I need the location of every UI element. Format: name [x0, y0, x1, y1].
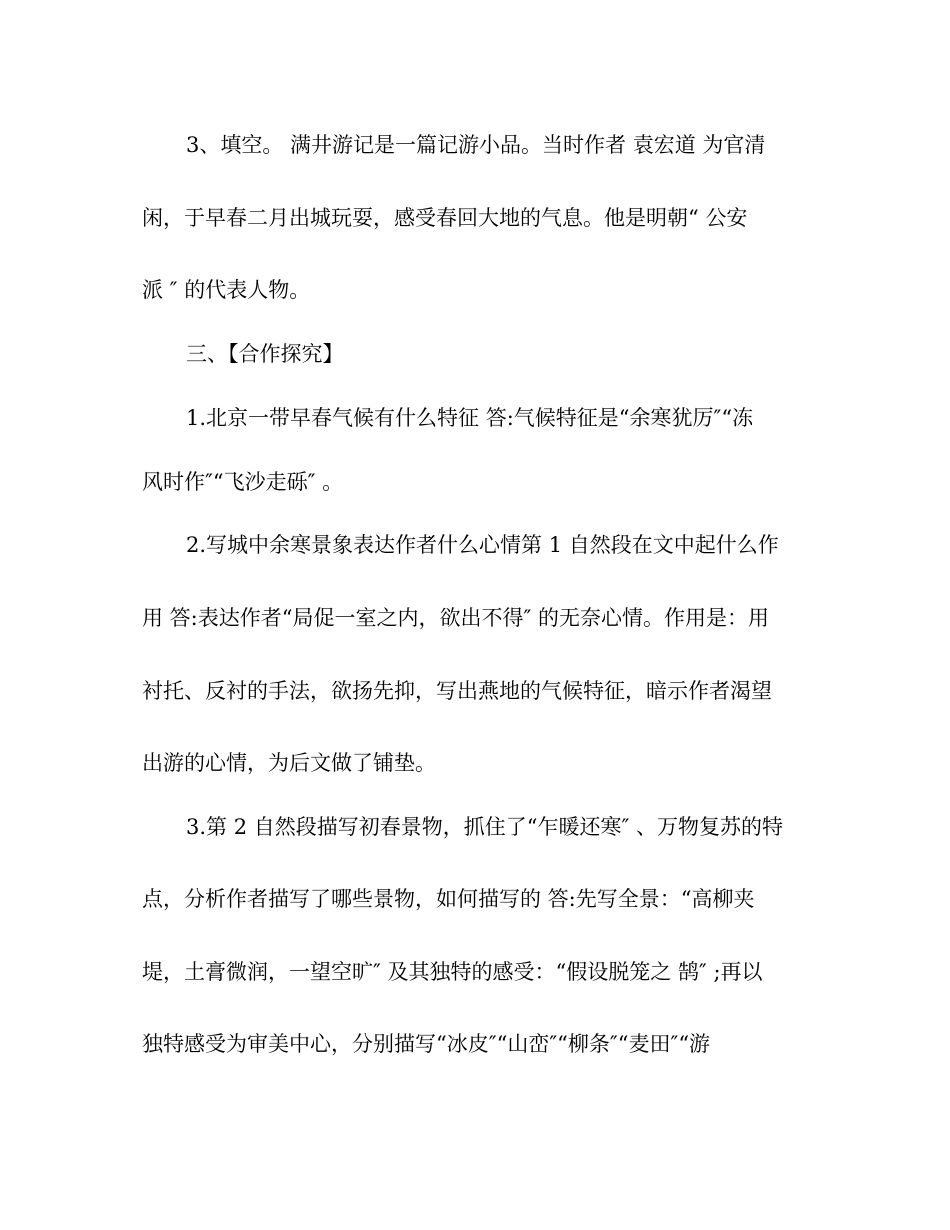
question-2-line-3: 衬托、反衬的手法，欲扬先抑，写出燕地的气候特征，暗示作者渴望: [142, 679, 772, 703]
question-3-line-4: 独特感受为审美中心，分别描写“冰皮″“山峦″“柳条″“麦田″“游: [142, 1032, 711, 1056]
paragraph-fill-blank-line-1: 3、填空。 满井游记是一篇记游小品。当时作者 袁宏道 为官清: [186, 133, 766, 157]
section-heading: 三、【合作探究】: [186, 342, 344, 366]
question-1-line-1: 1.北京一带早春气候有什么特征 答:气候特征是“余寒犹厉″“冻: [186, 406, 754, 430]
question-3-line-1: 3.第 2 自然段描写初春景物，抓住了“乍暖还寒″ 、万物复苏的特: [186, 815, 784, 839]
question-2-line-2: 用 答:表达作者“局促一室之内，欲出不得″ 的无奈心情。作用是：用: [142, 606, 770, 630]
question-1-line-2: 风时作″“飞沙走砾″ 。: [142, 470, 344, 494]
paragraph-fill-blank-line-3: 派 ″ 的代表人物。: [142, 278, 311, 302]
question-2-line-1: 2.写城中余寒景象表达作者什么心情第 1 自然段在文中起什么作: [186, 533, 779, 557]
paragraph-fill-blank-line-2: 闲，于早春二月出城玩耍，感受春回大地的气息。他是明朝“ 公安: [142, 206, 748, 230]
question-3-line-2: 点，分析作者描写了哪些景物，如何描写的 答:先写全景：“高柳夹: [142, 887, 755, 911]
question-2-line-4: 出游的心情，为后文做了铺垫。: [142, 751, 436, 775]
question-3-line-3: 堤，土膏微润，一望空旷″ 及其独特的感受：“假设脱笼之 鹄″ ;再以: [142, 960, 763, 984]
